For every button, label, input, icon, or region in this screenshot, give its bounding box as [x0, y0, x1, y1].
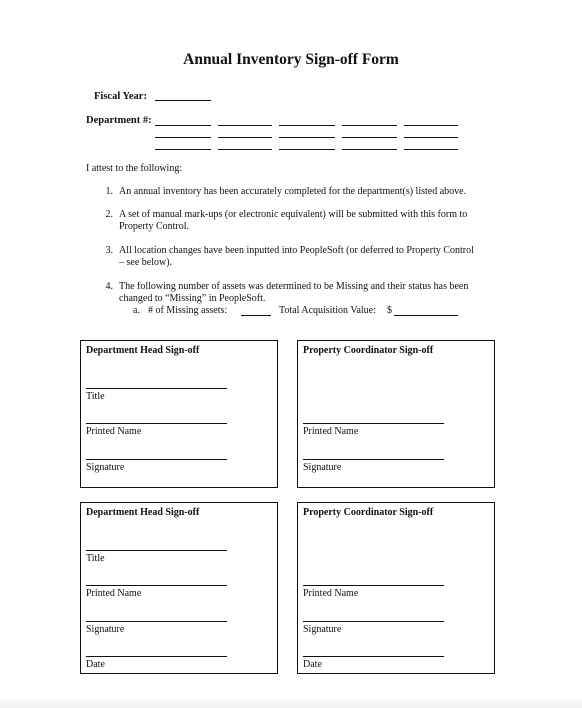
acquisition-value-label: Total Acquisition Value: — [279, 305, 376, 316]
signature-label: Signature — [303, 624, 342, 635]
printed-name-label: Printed Name — [86, 426, 142, 437]
date-label: Date — [303, 659, 322, 670]
item-number: 4. — [105, 281, 113, 292]
department-field[interactable] — [404, 125, 458, 126]
property-coordinator-signoff-box — [297, 340, 495, 488]
item-text: The following number of assets was determined to be Missing and their status has been — [119, 281, 469, 292]
department-field[interactable] — [218, 149, 272, 150]
item-number: 2. — [105, 209, 113, 220]
sub-item-letter: a. — [133, 305, 140, 316]
department-field[interactable] — [218, 137, 272, 138]
missing-assets-field[interactable] — [241, 315, 271, 316]
item-text: All location changes have been inputted into PeopleSoft (or deferred to Property Control — [119, 245, 474, 256]
date-line[interactable] — [86, 656, 227, 657]
box-title: Department Head Sign-off — [86, 345, 200, 356]
signature-line[interactable] — [86, 459, 227, 460]
item-number: 1. — [105, 186, 113, 197]
department-field[interactable] — [342, 125, 397, 126]
title-line[interactable] — [86, 388, 227, 389]
date-label: Date — [86, 659, 105, 670]
title-label: Title — [86, 553, 105, 564]
signature-label: Signature — [86, 624, 125, 635]
box-title: Department Head Sign-off — [86, 507, 200, 518]
department-field[interactable] — [279, 137, 335, 138]
department-field[interactable] — [155, 149, 211, 150]
department-field[interactable] — [155, 125, 211, 126]
department-field[interactable] — [155, 137, 211, 138]
item-text: – see below). — [119, 257, 173, 268]
printed-name-line[interactable] — [303, 585, 444, 586]
item-text: A set of manual mark-ups (or electronic equivalent) will be submitted with this form to — [119, 209, 468, 220]
title-label: Title — [86, 391, 105, 402]
department-field[interactable] — [342, 149, 397, 150]
page-bottom-edge — [0, 698, 582, 708]
department-field[interactable] — [218, 125, 272, 126]
attest-intro: I attest to the following: — [86, 163, 183, 174]
form-title: Annual Inventory Sign-off Form — [183, 51, 399, 68]
printed-name-label: Printed Name — [86, 588, 142, 599]
department-field[interactable] — [342, 137, 397, 138]
item-number: 3. — [105, 245, 113, 256]
printed-name-line[interactable] — [86, 423, 227, 424]
printed-name-label: Printed Name — [303, 588, 359, 599]
printed-name-label: Printed Name — [303, 426, 359, 437]
department-field[interactable] — [279, 149, 335, 150]
department-field[interactable] — [404, 149, 458, 150]
item-text: An annual inventory has been accurately completed for the department(s) listed above. — [119, 186, 467, 197]
date-line[interactable] — [303, 656, 444, 657]
signature-line[interactable] — [86, 621, 227, 622]
signature-label: Signature — [86, 462, 125, 473]
department-head-signoff-box — [80, 340, 278, 488]
department-field[interactable] — [279, 125, 335, 126]
signature-line[interactable] — [303, 621, 444, 622]
department-head-signoff-box — [80, 502, 278, 674]
department-label: Department #: — [86, 115, 152, 126]
signature-label: Signature — [303, 462, 342, 473]
property-coordinator-signoff-box — [297, 502, 495, 674]
printed-name-line[interactable] — [303, 423, 444, 424]
item-text: changed to “Missing” in PeopleSoft. — [119, 293, 266, 304]
box-title: Property Coordinator Sign-off — [303, 507, 434, 518]
acquisition-value-field[interactable] — [394, 315, 458, 316]
box-title: Property Coordinator Sign-off — [303, 345, 434, 356]
fiscal-year-label: Fiscal Year: — [94, 91, 147, 102]
department-field[interactable] — [404, 137, 458, 138]
currency-symbol: $ — [387, 305, 392, 316]
printed-name-line[interactable] — [86, 585, 227, 586]
title-line[interactable] — [86, 550, 227, 551]
missing-assets-label: # of Missing assets: — [148, 305, 228, 316]
signature-line[interactable] — [303, 459, 444, 460]
item-text: Property Control. — [119, 221, 189, 232]
fiscal-year-field[interactable] — [155, 100, 211, 101]
